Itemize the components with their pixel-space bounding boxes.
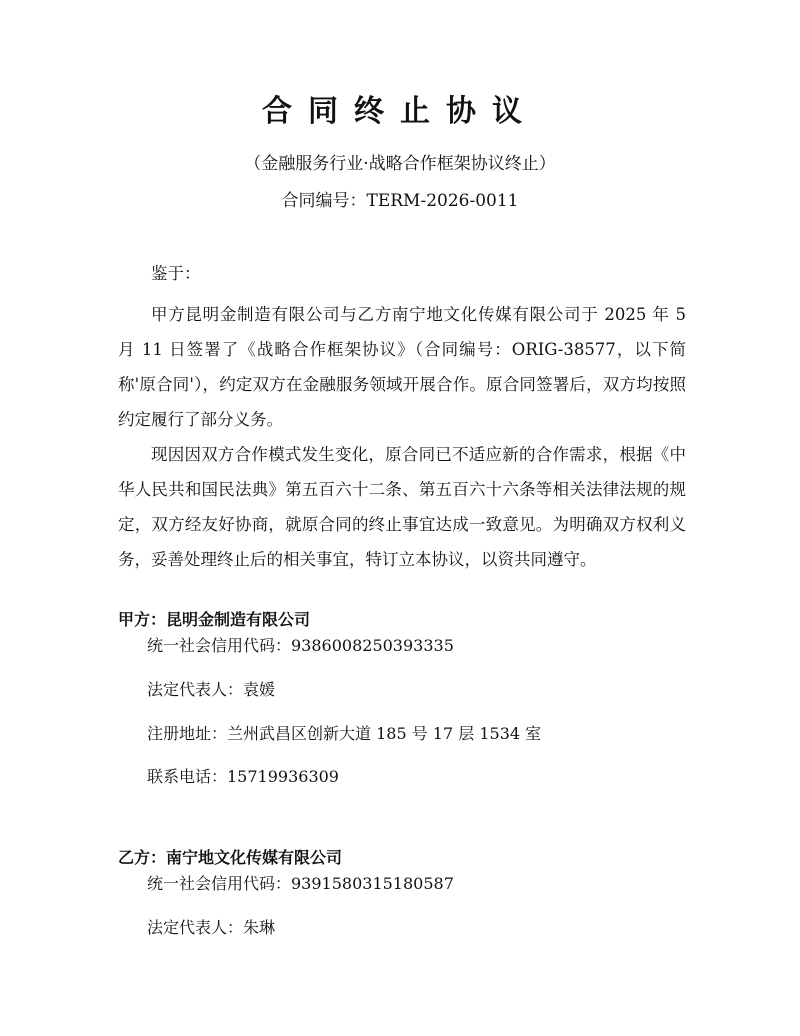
party-a-heading: 甲方：昆明金制造有限公司 (118, 610, 311, 629)
party-b-heading: 乙方：南宁地文化传媒有限公司 (118, 848, 343, 867)
document-subtitle: （金融服务行业·战略合作框架协议终止） (244, 154, 556, 174)
recital-paragraph-1 (118, 297, 686, 437)
paragraph-text: 现因因双方合作模式发生变化，原合同已不适应新的合作需求，根据《中华人民共和国民法典》第五百六十二条、第五百六十六条等相关法律法规的规定，双方经友好协商，就原合同的终止事宜达成一致意见。为明确双方权利义务，妥善处理终止后的相关事宜，特订立本协议，以资共同遵守。 (118, 445, 686, 569)
document-title: 合同终止协议 (262, 94, 538, 129)
party-a-phone: 联系电话：15719936309 (147, 767, 339, 786)
whereas-section (118, 256, 686, 291)
party-b-credit-code: 统一社会信用代码：9391580315180587 (147, 874, 454, 893)
recital-paragraph-2 (118, 437, 686, 577)
party-a-credit-code: 统一社会信用代码：9386008250393335 (147, 636, 454, 655)
contract-number: 合同编号：TERM-2026-0011 (281, 191, 519, 211)
party-a-legal-rep: 法定代表人：袁媛 (147, 680, 276, 699)
whereas-label: 鉴于： (151, 264, 201, 283)
party-a-address: 注册地址：兰州武昌区创新大道 185 号 17 层 1534 室 (147, 724, 542, 743)
paragraph-text: 甲方昆明金制造有限公司与乙方南宁地文化传媒有限公司于 2025 年 5 月 11 日签署了《战略合作框架协议》（合同编号：ORIG-38577，以下简称'原合同'），约定双方在金融服务领域开展合作。原合同签署后，双方均按照约定履行了部分义务。 (118, 305, 686, 429)
party-b-legal-rep: 法定代表人：朱琳 (147, 918, 276, 937)
